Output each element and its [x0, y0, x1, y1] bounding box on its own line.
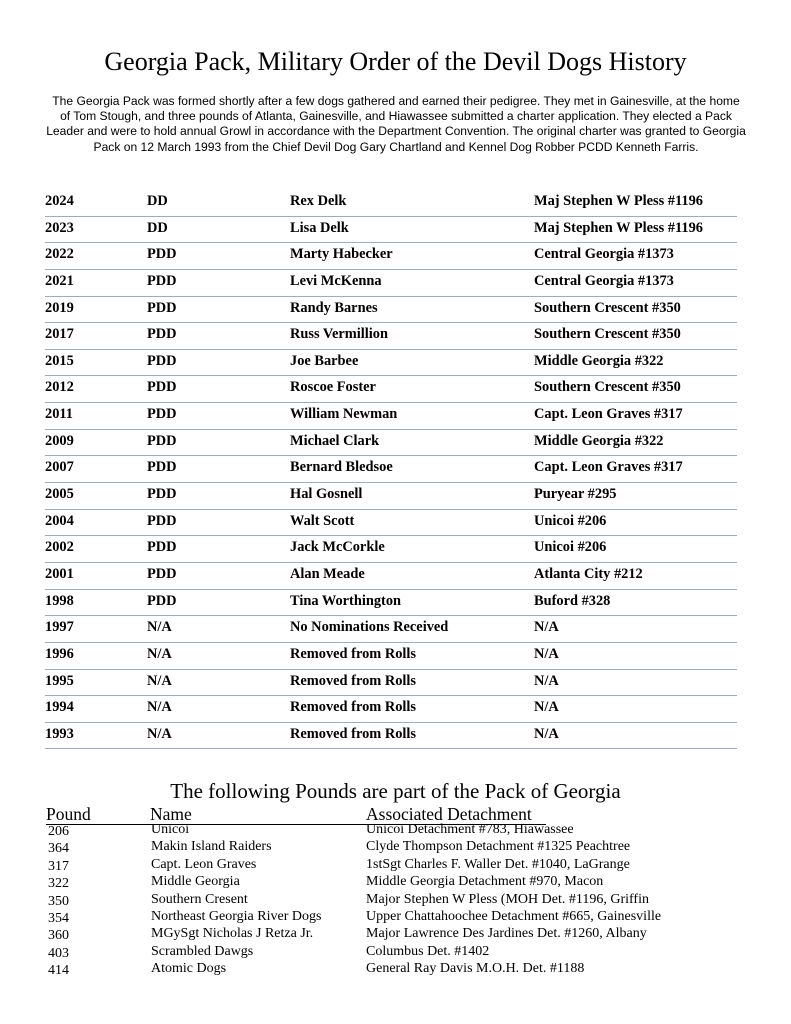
history-year: 1997: [45, 619, 74, 636]
history-row: [45, 510, 737, 537]
pound-row: [46, 892, 746, 909]
history-year: 1996: [45, 645, 74, 662]
pound-detachment: Clyde Thompson Detachment #1325 Peachtree: [366, 839, 631, 855]
pound-row: [46, 839, 746, 856]
history-detachment: Capt. Leon Graves #317: [534, 459, 683, 476]
history-detachment: Unicoi #206: [534, 512, 607, 529]
history-detachment: N/A: [534, 672, 559, 689]
history-row: [45, 456, 737, 483]
history-name: Michael Clark: [290, 432, 380, 449]
history-row: [45, 323, 737, 350]
pound-row: [46, 926, 746, 943]
pound-number: 360: [48, 928, 69, 944]
history-rank: PDD: [147, 272, 177, 289]
history-rank: PDD: [147, 246, 177, 263]
history-detachment: N/A: [534, 699, 559, 716]
history-row: [45, 270, 737, 297]
pound-name: Unicoi: [151, 822, 190, 837]
history-row: [45, 376, 737, 403]
history-rank: PDD: [147, 512, 177, 529]
history-name: Bernard Bledsoe: [290, 459, 393, 476]
pound-number: 354: [48, 910, 69, 926]
history-name: Lisa Delk: [290, 219, 349, 236]
history-row: [45, 190, 737, 217]
pound-detachment: Unicoi Detachment #783, Hiawassee: [366, 822, 574, 837]
history-year: 2011: [45, 406, 73, 423]
history-name: Walt Scott: [290, 512, 355, 529]
history-name: Hal Gosnell: [290, 486, 363, 503]
history-year: 2002: [45, 539, 74, 556]
history-row: [45, 616, 737, 643]
history-detachment: Maj Stephen W Pless #1196: [534, 219, 703, 236]
history-row: [45, 403, 737, 430]
history-row: [45, 670, 737, 697]
pound-number: 403: [48, 945, 69, 961]
history-detachment: Southern Crescent #350: [534, 299, 681, 316]
history-rank: N/A: [147, 725, 172, 742]
page-title: Georgia Pack, Military Order of the Devil Dogs History: [104, 47, 687, 76]
pound-name: Northeast Georgia River Dogs: [151, 908, 322, 924]
history-name: Joe Barbee: [290, 352, 359, 369]
history-detachment: Capt. Leon Graves #317: [534, 406, 683, 423]
pound-row: [46, 857, 746, 874]
history-rank: DD: [147, 219, 168, 236]
pound-row: [46, 822, 746, 839]
history-name: Alan Meade: [290, 565, 365, 582]
history-year: 2007: [45, 459, 74, 476]
history-year: 2021: [45, 272, 74, 289]
history-detachment: Unicoi #206: [534, 539, 607, 556]
pound-name: Middle Georgia: [151, 874, 240, 890]
pound-name: Southern Cresent: [151, 891, 248, 907]
history-detachment: N/A: [534, 725, 559, 742]
history-row: [45, 350, 737, 377]
history-detachment: Middle Georgia #322: [534, 432, 664, 449]
history-rank: PDD: [147, 326, 177, 343]
history-name: No Nominations Received: [290, 619, 449, 636]
history-row: [45, 696, 737, 723]
pound-row: [46, 961, 746, 978]
history-row: [45, 723, 737, 750]
history-name: Tina Worthington: [290, 592, 402, 609]
history-row: [45, 243, 737, 270]
history-year: 1994: [45, 699, 74, 716]
pound-number: 364: [48, 841, 69, 857]
history-detachment: Buford #328: [534, 592, 611, 609]
history-year: 1993: [45, 725, 74, 742]
history-row: [45, 563, 737, 590]
history-row: [45, 536, 737, 563]
history-name: Russ Vermillion: [290, 326, 388, 343]
history-rank: PDD: [147, 352, 177, 369]
history-year: 2024: [45, 193, 74, 209]
history-detachment: N/A: [534, 619, 559, 636]
history-rank: PDD: [147, 379, 177, 396]
pound-name: Capt. Leon Graves: [151, 856, 257, 872]
history-name: Roscoe Foster: [290, 379, 376, 396]
history-row: [45, 430, 737, 457]
history-year: 1995: [45, 672, 74, 689]
history-detachment: Middle Georgia #322: [534, 352, 664, 369]
history-rank: PDD: [147, 592, 177, 609]
history-detachment: Southern Crescent #350: [534, 379, 681, 396]
pound-detachment: Major Lawrence Des Jardines Det. #1260, Albany: [366, 926, 647, 942]
history-name: Randy Barnes: [290, 299, 378, 316]
history-name: Jack McCorkle: [290, 539, 385, 556]
pounds-header-detachment: Associated Detachment: [366, 804, 532, 824]
history-rank: N/A: [147, 645, 172, 662]
history-name: Marty Habecker: [290, 246, 393, 263]
history-rank: PDD: [147, 299, 177, 316]
history-year: 2001: [45, 565, 74, 582]
pound-name: Scrambled Dawgs: [151, 943, 254, 959]
history-detachment: Southern Crescent #350: [534, 326, 681, 343]
pound-number: 350: [48, 893, 69, 909]
history-detachment: Central Georgia #1373: [534, 246, 674, 263]
history-row: [45, 217, 737, 244]
history-year: 2017: [45, 326, 74, 343]
history-detachment: N/A: [534, 645, 559, 662]
history-rank: N/A: [147, 672, 172, 689]
pound-row: [46, 944, 746, 961]
history-detachment: Central Georgia #1373: [534, 272, 674, 289]
pound-number: 206: [48, 824, 69, 839]
pound-name: Atomic Dogs: [151, 961, 227, 977]
pound-name: MGySgt Nicholas J Retza Jr.: [151, 926, 314, 942]
pound-number: 317: [48, 858, 69, 874]
history-rank: PDD: [147, 459, 177, 476]
history-name: Levi McKenna: [290, 272, 382, 289]
history-rank: PDD: [147, 565, 177, 582]
history-row: [45, 643, 737, 670]
history-year: 2022: [45, 246, 74, 263]
history-name: Removed from Rolls: [290, 725, 417, 742]
history-rank: PDD: [147, 486, 177, 503]
history-row: [45, 297, 737, 324]
history-rank: DD: [147, 193, 168, 209]
history-name: Removed from Rolls: [290, 699, 417, 716]
pounds-list: [46, 822, 746, 979]
pound-detachment: Middle Georgia Detachment #970, Macon: [366, 874, 604, 890]
pound-number: 322: [48, 876, 69, 892]
history-detachment: Puryear #295: [534, 486, 617, 503]
history-detachment: Atlanta City #212: [534, 565, 643, 582]
history-rank: PDD: [147, 406, 177, 423]
history-rank: N/A: [147, 619, 172, 636]
history-row: [45, 590, 737, 617]
history-rank: PDD: [147, 539, 177, 556]
pound-detachment: Columbus Det. #1402: [366, 943, 490, 959]
pound-number: 414: [48, 963, 69, 979]
history-year: 2004: [45, 512, 74, 529]
pound-row: [46, 909, 746, 926]
history-year: 2009: [45, 432, 74, 449]
pound-name: Makin Island Raiders: [151, 839, 272, 855]
pound-detachment: 1stSgt Charles F. Waller Det. #1040, LaGrange: [366, 856, 630, 872]
history-detachment: Maj Stephen W Pless #1196: [534, 193, 703, 209]
history-year: 2019: [45, 299, 74, 316]
history-rank: N/A: [147, 699, 172, 716]
history-name: Rex Delk: [290, 193, 347, 209]
pound-row: [46, 874, 746, 891]
pound-detachment: General Ray Davis M.O.H. Det. #1188: [366, 961, 585, 977]
history-name: Removed from Rolls: [290, 672, 417, 689]
history-rank: PDD: [147, 432, 177, 449]
pound-detachment: Major Stephen W Pless (MOH Det. #1196, Griffin: [366, 891, 649, 907]
history-row: [45, 483, 737, 510]
history-year: 1998: [45, 592, 74, 609]
pounds-title: The following Pounds are part of the Pack of Georgia: [170, 779, 621, 803]
history-year: 2015: [45, 352, 74, 369]
pounds-header-pound: Pound: [46, 804, 91, 824]
history-name: William Newman: [290, 406, 398, 423]
intro-paragraph: The Georgia Pack was formed shortly after a few dogs gathered and earned their pedigree. They met in Gainesville, at the home of Tom Stough, and three pounds of Atlanta, Gainesville, and Hiawassee submitted a charter application. They elected a Pack Leader and were to hold annual Growl in accordance with the Department Convention. The original charter was granted to Georgia Pack on 12 March 1993 from the Chief Devil Dog Gary Chartland and Kennel Dog Robber PCDD Kenneth Farris.: [46, 94, 746, 154]
history-year: 2012: [45, 379, 74, 396]
history-name: Removed from Rolls: [290, 645, 417, 662]
history-year: 2023: [45, 219, 74, 236]
pound-detachment: Upper Chattahoochee Detachment #665, Gainesville: [366, 908, 662, 924]
history-year: 2005: [45, 486, 74, 503]
history-table: [45, 190, 737, 749]
pounds-header-name: Name: [150, 804, 192, 824]
